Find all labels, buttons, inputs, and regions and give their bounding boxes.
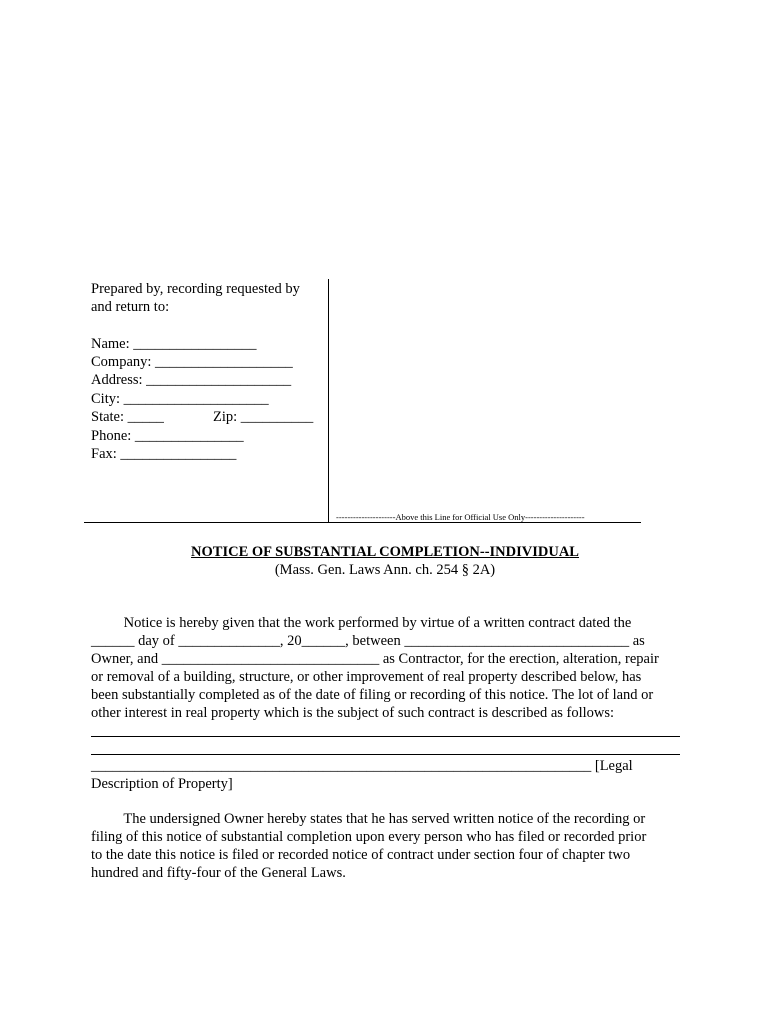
document-title: NOTICE OF SUBSTANTIAL COMPLETION--INDIVIDUAL	[191, 544, 579, 560]
paragraph-line: other interest in real property which is the subject of such contract is described as follows:	[91, 705, 615, 721]
prepared-by-line1: Prepared by, recording requested by	[91, 281, 300, 297]
paragraph-line[interactable]: Owner, and ______________________________ as Contractor, for the erection, alteration, repair	[91, 651, 659, 667]
paragraph-line: Notice is hereby given that the work performed by virtue of a written contract dated the	[91, 615, 632, 631]
document-subtitle: (Mass. Gen. Laws Ann. ch. 254 § 2A)	[274, 562, 496, 578]
paragraph-line: The undersigned Owner hereby states that he has served written notice of the recording or	[91, 811, 646, 827]
legal-description-line-3[interactable]: _____________________________________________________________________ [Legal	[91, 758, 633, 774]
paragraph-line: been substantially completed as of the date of filing or recording of this notice. The lot of land or	[91, 687, 654, 703]
company-field[interactable]: Company: ___________________	[91, 354, 293, 370]
header-vertical-divider	[328, 279, 329, 522]
notice-paragraph	[91, 614, 681, 722]
paragraph-line: hundred and fifty-four of the General Laws.	[91, 865, 346, 881]
legal-description-label: Description of Property]	[91, 776, 233, 792]
paragraph-line: or removal of a building, structure, or other improvement of real property described below, has	[91, 669, 642, 685]
zip-field[interactable]: Zip: __________	[213, 409, 314, 425]
paragraph-line: filing of this notice of substantial completion upon every person who has filed or recorded prior	[91, 829, 647, 845]
legal-description-line-1[interactable]	[91, 736, 680, 737]
name-field[interactable]: Name: _________________	[91, 336, 257, 352]
address-field[interactable]: Address: ____________________	[91, 372, 292, 388]
legal-description-line-2[interactable]	[91, 754, 680, 755]
prepared-by-line2: and return to:	[91, 299, 170, 315]
city-field[interactable]: City: ____________________	[91, 391, 269, 407]
fax-field[interactable]: Fax: ________________	[91, 446, 237, 462]
official-use-label: ---------------------Above this Line for Official Use Only---------------------	[336, 512, 585, 522]
state-field[interactable]: State: _____	[91, 409, 164, 425]
paragraph-line: to the date this notice is filed or recorded notice of contract under section four of chapter two	[91, 847, 631, 863]
phone-field[interactable]: Phone: _______________	[91, 428, 244, 444]
owner-statement-paragraph	[91, 810, 681, 882]
paragraph-line[interactable]: ______ day of ______________, 20______, between _______________________________ as	[91, 633, 645, 649]
